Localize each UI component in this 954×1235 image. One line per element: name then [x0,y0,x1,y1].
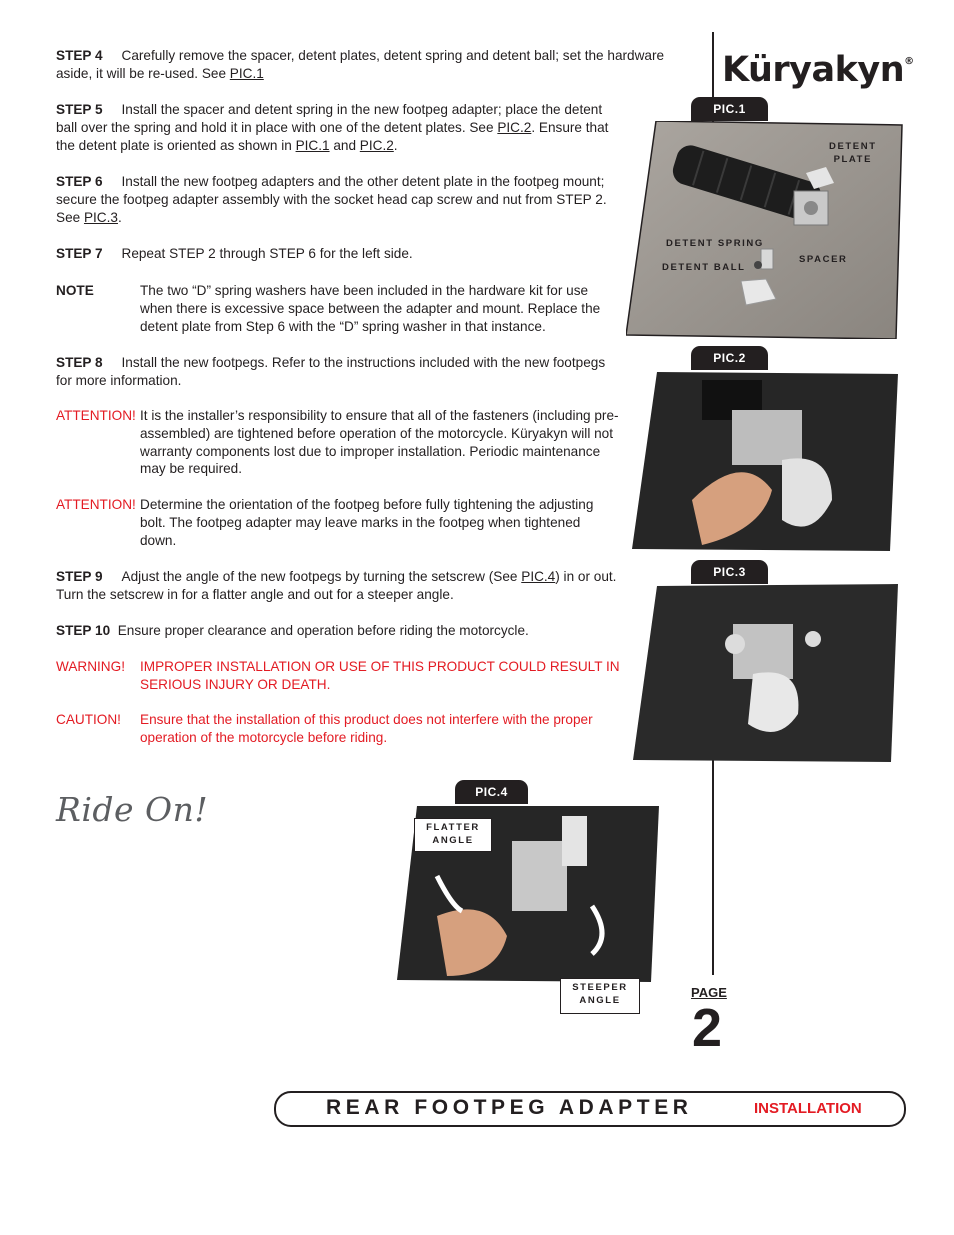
step-9-line1: Adjust the angle of the new footpegs by turning the setscrew (See [121,569,522,584]
detent-plate-line1: DETENT [829,141,877,152]
step-5-line3c: . [393,137,398,153]
closing-ride-on: Ride On! [56,790,209,829]
pic3-photo [633,584,898,762]
flatter-line1: FLATTER [426,822,480,833]
step-6 [56,173,607,226]
footer-banner [274,1091,906,1127]
step-6-line3: See [56,209,84,225]
pic4-callout-flatter-angle [414,818,492,852]
step-7 [56,245,413,263]
link-pic1[interactable]: PIC.1 [229,65,264,81]
link-pic2[interactable]: PIC.2 [359,137,394,153]
step-5 [56,101,608,154]
pic3-tab: PIC.3 [691,560,768,584]
vertical-rule-bottom [712,760,714,975]
warning-line1: IMPROPER INSTALLATION OR USE OF THIS PRODUCT COULD RESULT IN [140,659,620,674]
note-label: NOTE [56,283,94,298]
pic2-tab: PIC.2 [691,346,768,370]
attention-1-line4: may be required. [140,461,243,477]
step-6-label: STEP 6 [56,174,103,189]
warning-label: WARNING! [56,659,125,674]
attention-2-line3: down. [140,532,177,548]
step-8-line1: Install the new footpegs. Refer to the instructions included with the new footpegs [121,355,606,370]
pic1-tab: PIC.1 [691,97,768,121]
footer-section: INSTALLATION [754,1100,862,1117]
step-4 [56,47,664,83]
attention-2-line2: bolt. The footpeg adapter may leave marks in the footpeg when tightened [140,514,581,530]
note-line1: The two “D” spring washers have been included in the hardware kit for use [140,283,589,298]
step-5-line2b: . Ensure that [531,119,609,135]
step-10 [56,622,529,640]
step-4-line1: Carefully remove the spacer, detent plates, detent spring and detent ball; set the hardware [121,48,665,63]
attention-1-line1: It is the installer’s responsibility to ensure that all of the fasteners (including pre- [140,408,619,423]
note [56,282,616,334]
attention-2 [56,496,631,548]
step-4-label: STEP 4 [56,48,103,63]
step-7-label: STEP 7 [56,246,103,261]
step-8-label: STEP 8 [56,355,103,370]
pic4-tab: PIC.4 [455,780,528,804]
detent-plate-line2: PLATE [833,154,873,165]
caution-line1: Ensure that the installation of this product does not interfere with the proper [140,712,593,727]
step-8 [56,354,605,390]
step-5-line3: the detent plate is oriented as shown in [56,137,296,153]
pic1-callout-detent-plate [829,140,877,166]
step-6-line3b: . [117,209,122,225]
attention-2-line1: Determine the orientation of the footpeg before fully tightening the adjusting [140,497,594,512]
attention-1-label: ATTENTION! [56,408,136,423]
step-9-line2: Turn the setscrew in for a flatter angle and out for a steeper angle. [56,586,454,602]
step-6-line2: secure the footpeg adapter assembly with the socket head cap screw and nut from STEP 2. [56,191,607,207]
attention-1-line2: assembled) are tightened before operation of the motorcycle. Küryakyn will not [140,425,614,441]
step-4-line2: aside, it will be re-used. See [56,65,230,81]
pic2-photo [632,370,898,551]
step-9-line1b: ) in or out. [555,569,617,584]
link-pic4[interactable]: PIC.4 [521,569,556,584]
warning-line2: SERIOUS INJURY OR DEATH. [140,676,331,692]
pic1-callout-spacer: SPACER [799,254,848,265]
kuryakyn-logo [722,50,914,90]
caution-label: CAUTION! [56,712,121,727]
step-5-line2: ball over the spring and hold it in place with one of the detent plates. See [56,119,498,135]
step-9-label: STEP 9 [56,569,103,584]
attention-1-line3: warranty components lost due to improper installation. Periodic maintenance [140,443,601,459]
note-line2: when there is excessive space between the adapter and mount. Replace the [140,300,601,316]
step-8-line2: for more information. [56,372,182,388]
warning [56,658,631,692]
step-5-line1: Install the spacer and detent spring in the new footpeg adapter; place the detent [121,102,603,117]
flatter-line2: ANGLE [432,835,474,846]
note-line3: detent plate from Step 6 with the “D” spring washer in that instance. [140,318,546,334]
step-5-label: STEP 5 [56,102,103,117]
page-label: PAGE [691,985,727,1000]
attention-1 [56,407,631,477]
step-6-line1: Install the new footpeg adapters and the other detent plate in the footpeg mount; [121,174,605,189]
steeper-line2: ANGLE [579,995,621,1006]
step-5-line3b: and [329,137,360,153]
attention-2-label: ATTENTION! [56,497,136,512]
logo-text: Küryakyn [722,50,905,90]
footer-title: REAR FOOTPEG ADAPTER [326,1096,693,1119]
step-10-label: STEP 10 [56,623,111,638]
page-number: 2 [692,998,723,1058]
trademark-symbol: ® [904,56,914,67]
step-9 [56,568,616,604]
caution-line2: operation of the motorcycle before riding. [140,729,388,745]
step-7-text: Repeat STEP 2 through STEP 6 for the left side. [121,246,413,261]
pic1-callout-detent-ball: DETENT BALL [662,262,746,273]
caution [56,711,631,745]
pic4-callout-steeper-angle [560,978,640,1014]
link-pic2[interactable]: PIC.2 [497,119,532,135]
pic1-callout-detent-spring: DETENT SPRING [666,238,764,249]
steeper-line1: STEEPER [572,982,628,993]
link-pic1[interactable]: PIC.1 [295,137,330,153]
step-10-text: Ensure proper clearance and operation before riding the motorcycle. [117,623,529,638]
link-pic3[interactable]: PIC.3 [83,209,118,225]
